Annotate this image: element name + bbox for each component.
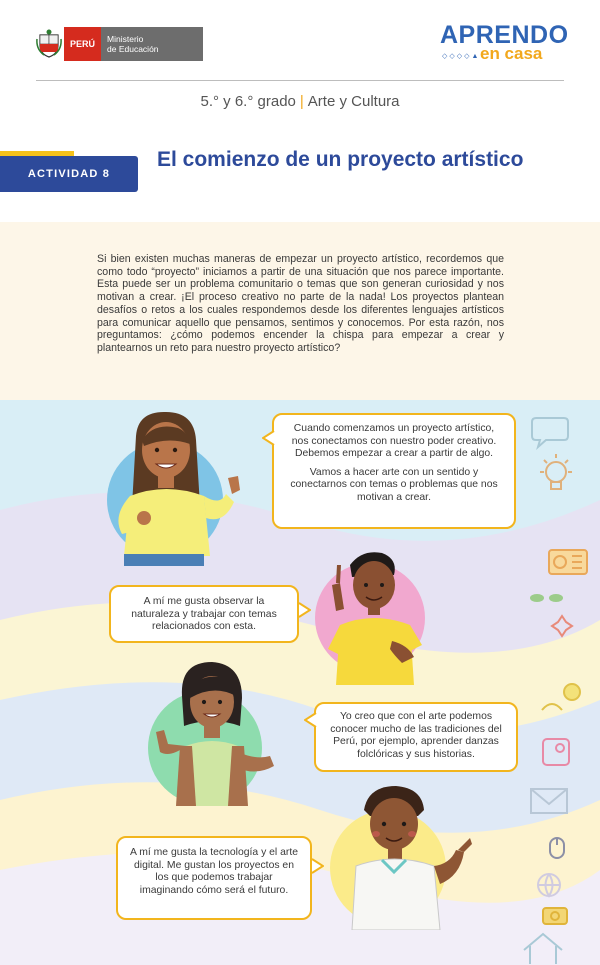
intro-paragraph: Si bien existen muchas maneras de empezar un proyecto artístico, recordemos que como todo “proyecto” iniciamos a partir de una situación que nos parece importante. Esta puede ser un problema comunitario o temas que son generan curiosidad y nos motivan a crear. ¡El proceso creativo no parte de la nada! Los proyectos plantean desafíos o retos a los cuales respondemos desde los diferentes lenguajes artísticos para comunicar aquello que pensamos, sentimos y conocemos. Por esta razón, nos preguntamos: ¿cómo podemos encender la chispa para empezar a crear y plantearnos un reto para nuestro proyecto artístico?: [97, 253, 504, 354]
globe-icon: [534, 870, 564, 900]
header-divider: [36, 80, 564, 81]
bubble-4-tail: [310, 858, 324, 874]
speech-bubble-2: [109, 585, 299, 643]
bubble-2-text: A mí me gusta observar la naturaleza y trabajar con temas relacionados con esta.: [131, 596, 277, 632]
girl-speaker-3: [152, 656, 292, 806]
lightbulb-icon: [534, 452, 578, 496]
boy-speaker-2: [322, 545, 432, 685]
speech-bubble-3: [314, 702, 518, 772]
aprendo-en-casa-logo: [440, 22, 568, 62]
brand-bottom: en casa: [480, 44, 543, 63]
camera-icon: [540, 902, 570, 928]
grade-separator: |: [299, 93, 304, 110]
grade-level: 5.° y 6.° grado: [200, 93, 296, 110]
envelope-icon: [528, 784, 570, 818]
girl-speaker-1: [108, 406, 248, 566]
bubble-3-tail: [304, 712, 318, 728]
speech-bubble-1: [272, 413, 516, 529]
radio-icon: [546, 542, 590, 578]
bubble-4-text: A mí me gusta la tecnología y el arte digital. Me gustan los proyectos en los que podemos trabajar imaginando cómo será el futuro.: [129, 847, 299, 896]
subject: Arte y Cultura: [307, 93, 400, 110]
boy-speaker-4: [346, 780, 476, 930]
bubble-1-paragraph-2: Vamos a hacer arte con un sentido y conectarnos con temas o problemas que nos motivan a crear.: [290, 466, 498, 503]
bubble-2-tail: [297, 602, 311, 618]
ministry-line-2: de Educación: [107, 44, 159, 54]
grade-subject-line: [0, 93, 600, 110]
bubble-1-paragraph-1: Cuando comenzamos un proyecto artístico, nos conectamos con nuestro poder creativo. Debemos empezar a crear a partir de algo.: [291, 423, 497, 459]
illustration-scene: [0, 400, 600, 965]
picture-frame-icon: [540, 736, 572, 768]
speech-bubble-4: [116, 836, 312, 920]
house-icon: [520, 930, 566, 964]
peru-label: PERÚ: [64, 27, 101, 61]
leaves-icon: [528, 588, 566, 608]
brand-top: APRENDO: [440, 21, 569, 49]
page-header: [0, 0, 600, 90]
bubble-1-tail: [262, 430, 276, 446]
coat-of-arms-icon: [34, 27, 64, 61]
ministry-line-1: Ministerio: [107, 34, 144, 44]
pattern-icon: [550, 614, 574, 638]
government-logo: [34, 27, 203, 61]
mouse-icon: [542, 832, 572, 862]
chat-icon: [530, 414, 570, 450]
activity-label: ACTIVIDAD 8: [0, 156, 138, 192]
page-title: El comienzo de un proyecto artístico: [157, 148, 524, 171]
bubble-3-text: Yo creo que con el arte podemos conocer mucho de las tradiciones del Perú, por ejemplo, aprender danzas folclóricas y sus historias.: [330, 711, 502, 760]
music-icon: [536, 680, 584, 720]
ministry-label: [101, 27, 203, 61]
brand-dots-icon: ◇◇◇◇▲: [442, 53, 481, 60]
